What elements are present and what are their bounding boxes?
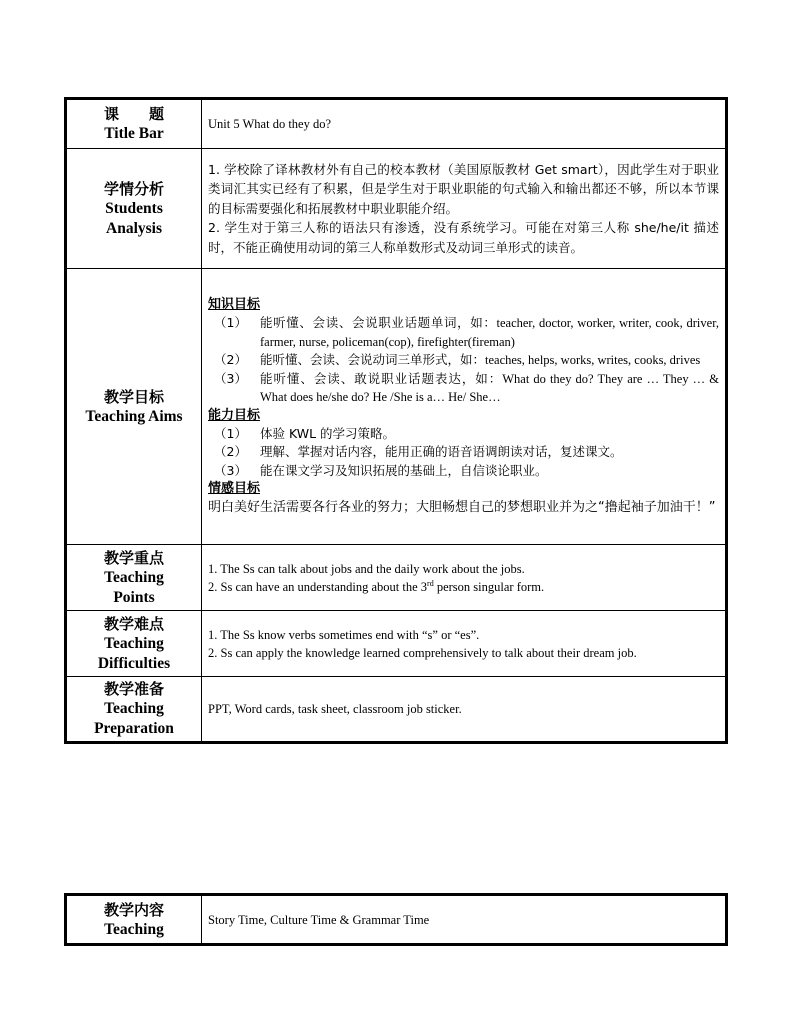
teaching-aims-row [66,269,727,545]
students-analysis-row [66,149,727,269]
students-analysis-label-en-2: Analysis [106,219,162,237]
teaching-difficulties-row [66,611,727,677]
teaching-difficulties-label-zh: 教学难点 [103,614,164,633]
preparation-text: PPT, Word cards, task sheet, classroom job sticker. [208,702,462,716]
ability-aim-3 [208,462,719,481]
aim-text: 能在课文学习及知识拓展的基础上，自信谈论职业。 [260,462,548,478]
aim-text: 体验 KWL 的学习策略。 [260,425,396,441]
students-analysis-label-zh: 学情分析 [103,179,164,198]
students-analysis-p1: 1. 学校除了译林教材外有自己的校本教材（美国原版教材 Get smart），因此学生对于职业类词汇其实已经有了积累，但是学生对于职业职能的句式输入和输出都还不够，所以本节课的目标需要强化和拓展教材中职业职能介绍。 [208,161,719,216]
emotion-aim-text: 明白美好生活需要各行各业的努力；大胆畅想自己的梦想职业并为之“撸起袖子加油干！” [208,500,716,515]
teaching-points-row [66,545,727,611]
teaching-content-label-en: Teaching [104,920,164,938]
title-bar-label [66,99,202,149]
teaching-points-label-zh: 教学重点 [103,548,164,567]
teaching-point-2-post: person singular form. [433,579,545,594]
students-analysis-label-en-1: Students [105,199,163,217]
teaching-difficulties-label-en-2: Difficulties [97,654,171,672]
aim-text: 能听懂、会读、会说动词三单形式，如：teaches, helps, works, writes, cooks, drives [260,353,701,367]
aim-number: （1） [214,425,247,441]
teaching-aims-label-en: Teaching Aims [85,407,183,425]
teaching-preparation-row [66,677,727,743]
teaching-preparation-label-en-1: Teaching [104,700,164,717]
teaching-content-label-zh: 教学内容 [103,900,164,919]
teaching-content-table [64,893,728,946]
students-analysis-label [66,149,202,269]
emotion-aims-heading: 情感目标 [208,481,261,496]
title-bar-content [202,99,727,149]
ability-aim-2 [208,443,719,462]
teaching-preparation-content [202,677,727,743]
students-analysis-p2: 2. 学生对于第三人称的语法只有渗透，没有系统学习。可能在对第三人称 she/he/it 描述时，不能正确使用动词的第三人称单数形式及动词三单形式的读音。 [208,220,719,255]
aim-text: 能听懂、会读、会说职业话题单词，如：teacher, doctor, worker, writer, cook, driver, farmer, nurse, policeman(cop), firefighter(fireman) [260,316,719,349]
ability-aims-heading: 能力目标 [208,407,261,423]
teaching-aims-label-zh: 教学目标 [103,387,164,406]
knowledge-aim-2 [208,351,719,370]
teaching-aims-content [202,269,727,545]
teaching-content-content [202,895,727,945]
teaching-difficulties-label [66,611,202,677]
aim-number: （3） [214,370,247,386]
teaching-preparation-label-en-2: Preparation [94,720,174,737]
teaching-content-text: Story Time, Culture Time & Grammar Time [208,912,430,927]
aim-text: 理解、掌握对话内容，能用正确的语音语调朗读对话，复述课文。 [260,444,623,459]
teaching-preparation-label-zh: 教学准备 [103,680,164,698]
teaching-points-label [66,545,202,611]
title-bar-label-en: Title Bar [104,125,164,142]
teaching-difficulty-2: 2. Ss can apply the knowledge learned comprehensively to talk about their dream job. [208,645,637,660]
aim-number: （1） [214,315,247,330]
title-bar-row [66,99,727,149]
lesson-plan-table [64,97,728,744]
unit-title: Unit 5 What do they do? [208,117,332,131]
students-analysis-content [202,149,727,269]
teaching-difficulties-label-en-1: Teaching [104,634,164,652]
teaching-difficulties-content [202,611,727,677]
teaching-preparation-label [66,677,202,743]
knowledge-aims-heading: 知识目标 [208,297,261,312]
aim-number: （2） [214,444,247,459]
ability-aim-1 [208,425,719,444]
title-bar-label-zh: 课 题 [103,105,164,123]
teaching-content-label [66,895,202,945]
teaching-content-row [66,895,727,945]
aim-text: 能听懂、会读、敢说职业话题表达，如：What do they do? They are … They … & What does he/she do? He /She is a… He/ She… [260,371,719,404]
teaching-point-2-pre: 2. Ss can have an understanding about the 3 [208,579,428,594]
teaching-aims-label [66,269,202,545]
knowledge-aim-1 [208,314,719,351]
teaching-points-label-en-1: Teaching [104,568,164,586]
teaching-point-2 [208,578,719,596]
superscript-rd: rd [427,578,434,588]
teaching-difficulty-1: 1. The Ss know verbs sometimes end with “s” or “es”. [208,627,480,642]
knowledge-aim-3 [208,370,719,407]
aim-number: （2） [214,352,247,367]
teaching-points-content [202,545,727,611]
teaching-points-label-en-2: Points [113,588,155,606]
teaching-point-1: 1. The Ss can talk about jobs and the daily work about the jobs. [208,561,525,576]
aim-number: （3） [214,462,247,478]
